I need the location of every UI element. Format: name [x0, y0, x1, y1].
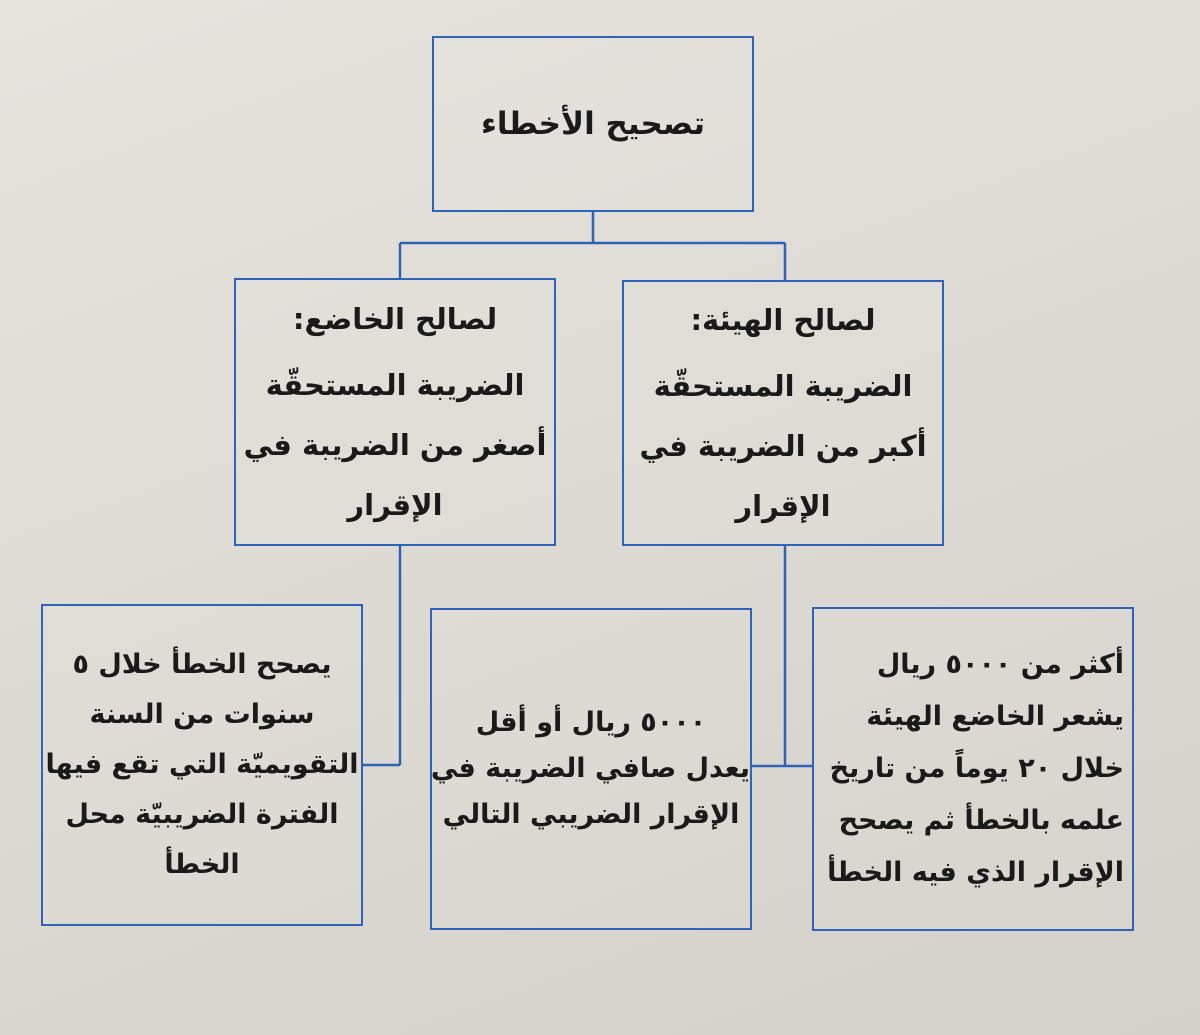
leaf-payer-line-5: الخطأ — [164, 849, 240, 880]
leaf-payer-line-2: سنوات من السنة — [89, 699, 315, 730]
payer-line-1: الضريبة المستحقّة — [265, 368, 525, 402]
leaf-5000-or-less-line-3: الإقرار الضريبي التالي — [442, 799, 740, 830]
leaf-5000-or-less-box — [430, 608, 752, 930]
leaf-over-5000-line-2: يشعر الخاضع الهيئة — [866, 701, 1124, 732]
leaf-payer-line-4: الفترة الضريبيّة محل — [65, 799, 339, 830]
leaf-over-5000-line-5: الإقرار الذي فيه الخطأ — [827, 857, 1124, 888]
leaf-payer-correction-box — [41, 604, 363, 926]
payer-heading: لصالح الخاضع: — [292, 302, 498, 336]
authority-line-1: الضريبة المستحقّة — [653, 369, 913, 403]
leaf-5000-or-less-line-1: ٥٠٠٠ ريال أو أقل — [475, 707, 707, 738]
payer-line-2: أصغر من الضريبة في — [243, 428, 547, 462]
leaf-over-5000-line-1: أكثر من ٥٠٠٠ ريال — [876, 649, 1124, 680]
leaf-5000-or-less-line-2: يعدل صافي الضريبة في — [430, 753, 750, 784]
leaf-over-5000-line-3: خلال ٢٠ يوماً من تاريخ — [829, 753, 1124, 784]
root-title: تصحيح الأخطاء — [480, 106, 706, 142]
leaf-over-5000-line-4: علمه بالخطأ ثم يصحح — [838, 805, 1124, 836]
leaf-over-5000-box — [812, 607, 1134, 931]
authority-branch-box — [622, 280, 944, 546]
authority-heading: لصالح الهيئة: — [690, 303, 876, 337]
leaf-payer-line-1: يصحح الخطأ خلال ٥ — [72, 649, 332, 680]
payer-branch-box — [234, 278, 556, 546]
root-box — [432, 36, 754, 212]
authority-line-3: الإقرار — [735, 489, 831, 523]
payer-line-3: الإقرار — [347, 488, 443, 522]
leaf-payer-line-3: التقويميّة التي تقع فيها — [45, 749, 359, 780]
authority-line-2: أكبر من الضريبة في — [639, 429, 927, 463]
